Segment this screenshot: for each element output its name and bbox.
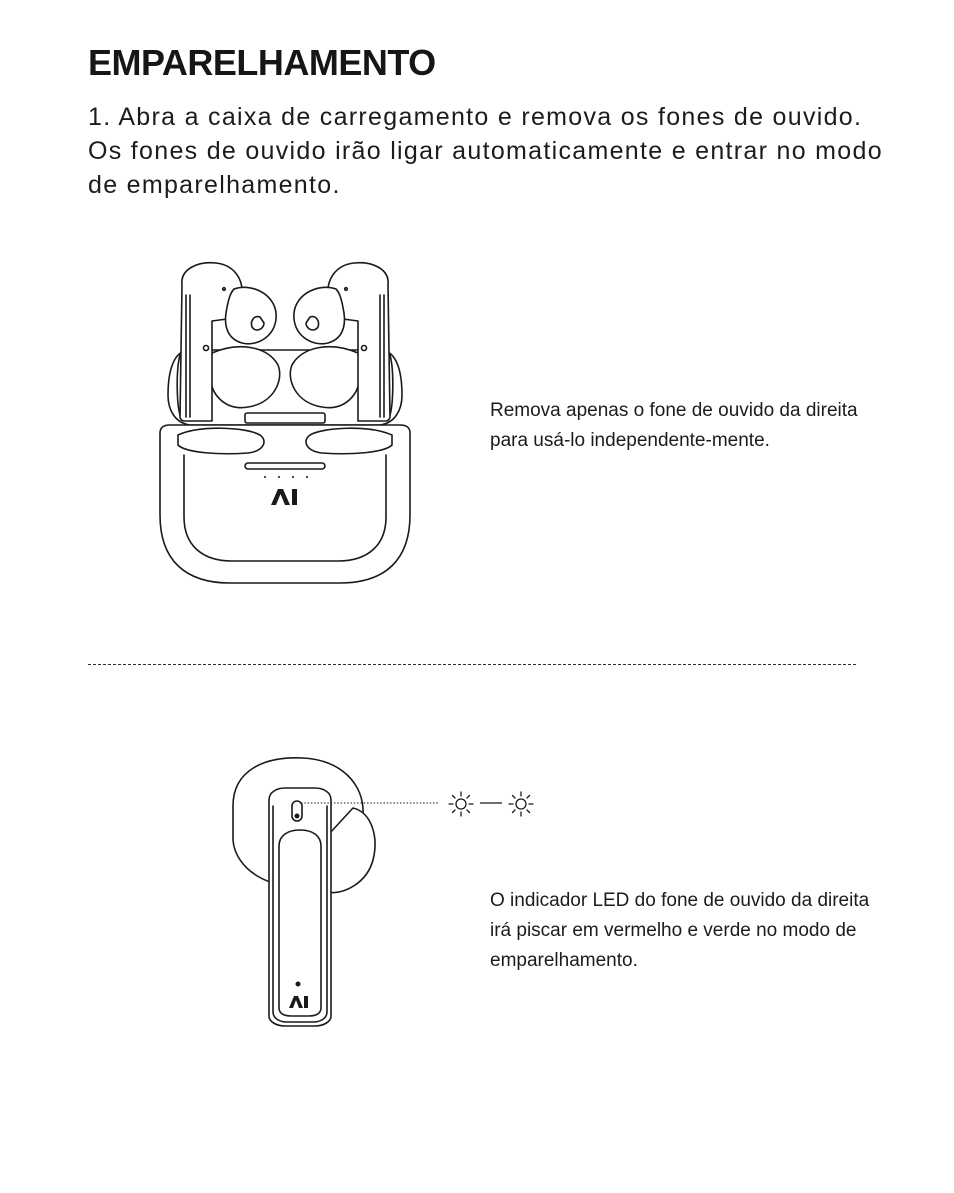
earbud-led-note: O indicador LED do fone de ouvido da direita irá piscar em vermelho e verde no modo de emparelhamento. xyxy=(490,890,870,971)
section-divider xyxy=(88,664,856,665)
instruction-step-1: 1. Abra a caixa de carregamento e remova os fones de ouvido. Os fones de ouvido irão ligar automaticamente e entrar no modo de emparelhamento. xyxy=(88,103,883,199)
page-title: EMPARELHAMENTO xyxy=(88,42,436,83)
led-blink-icon xyxy=(509,792,533,816)
led-blink-icon xyxy=(449,792,473,816)
charging-case-illustration xyxy=(150,255,430,595)
case-note: Remova apenas o fone de ouvido da direita para usá-lo independente-mente. xyxy=(490,400,858,451)
